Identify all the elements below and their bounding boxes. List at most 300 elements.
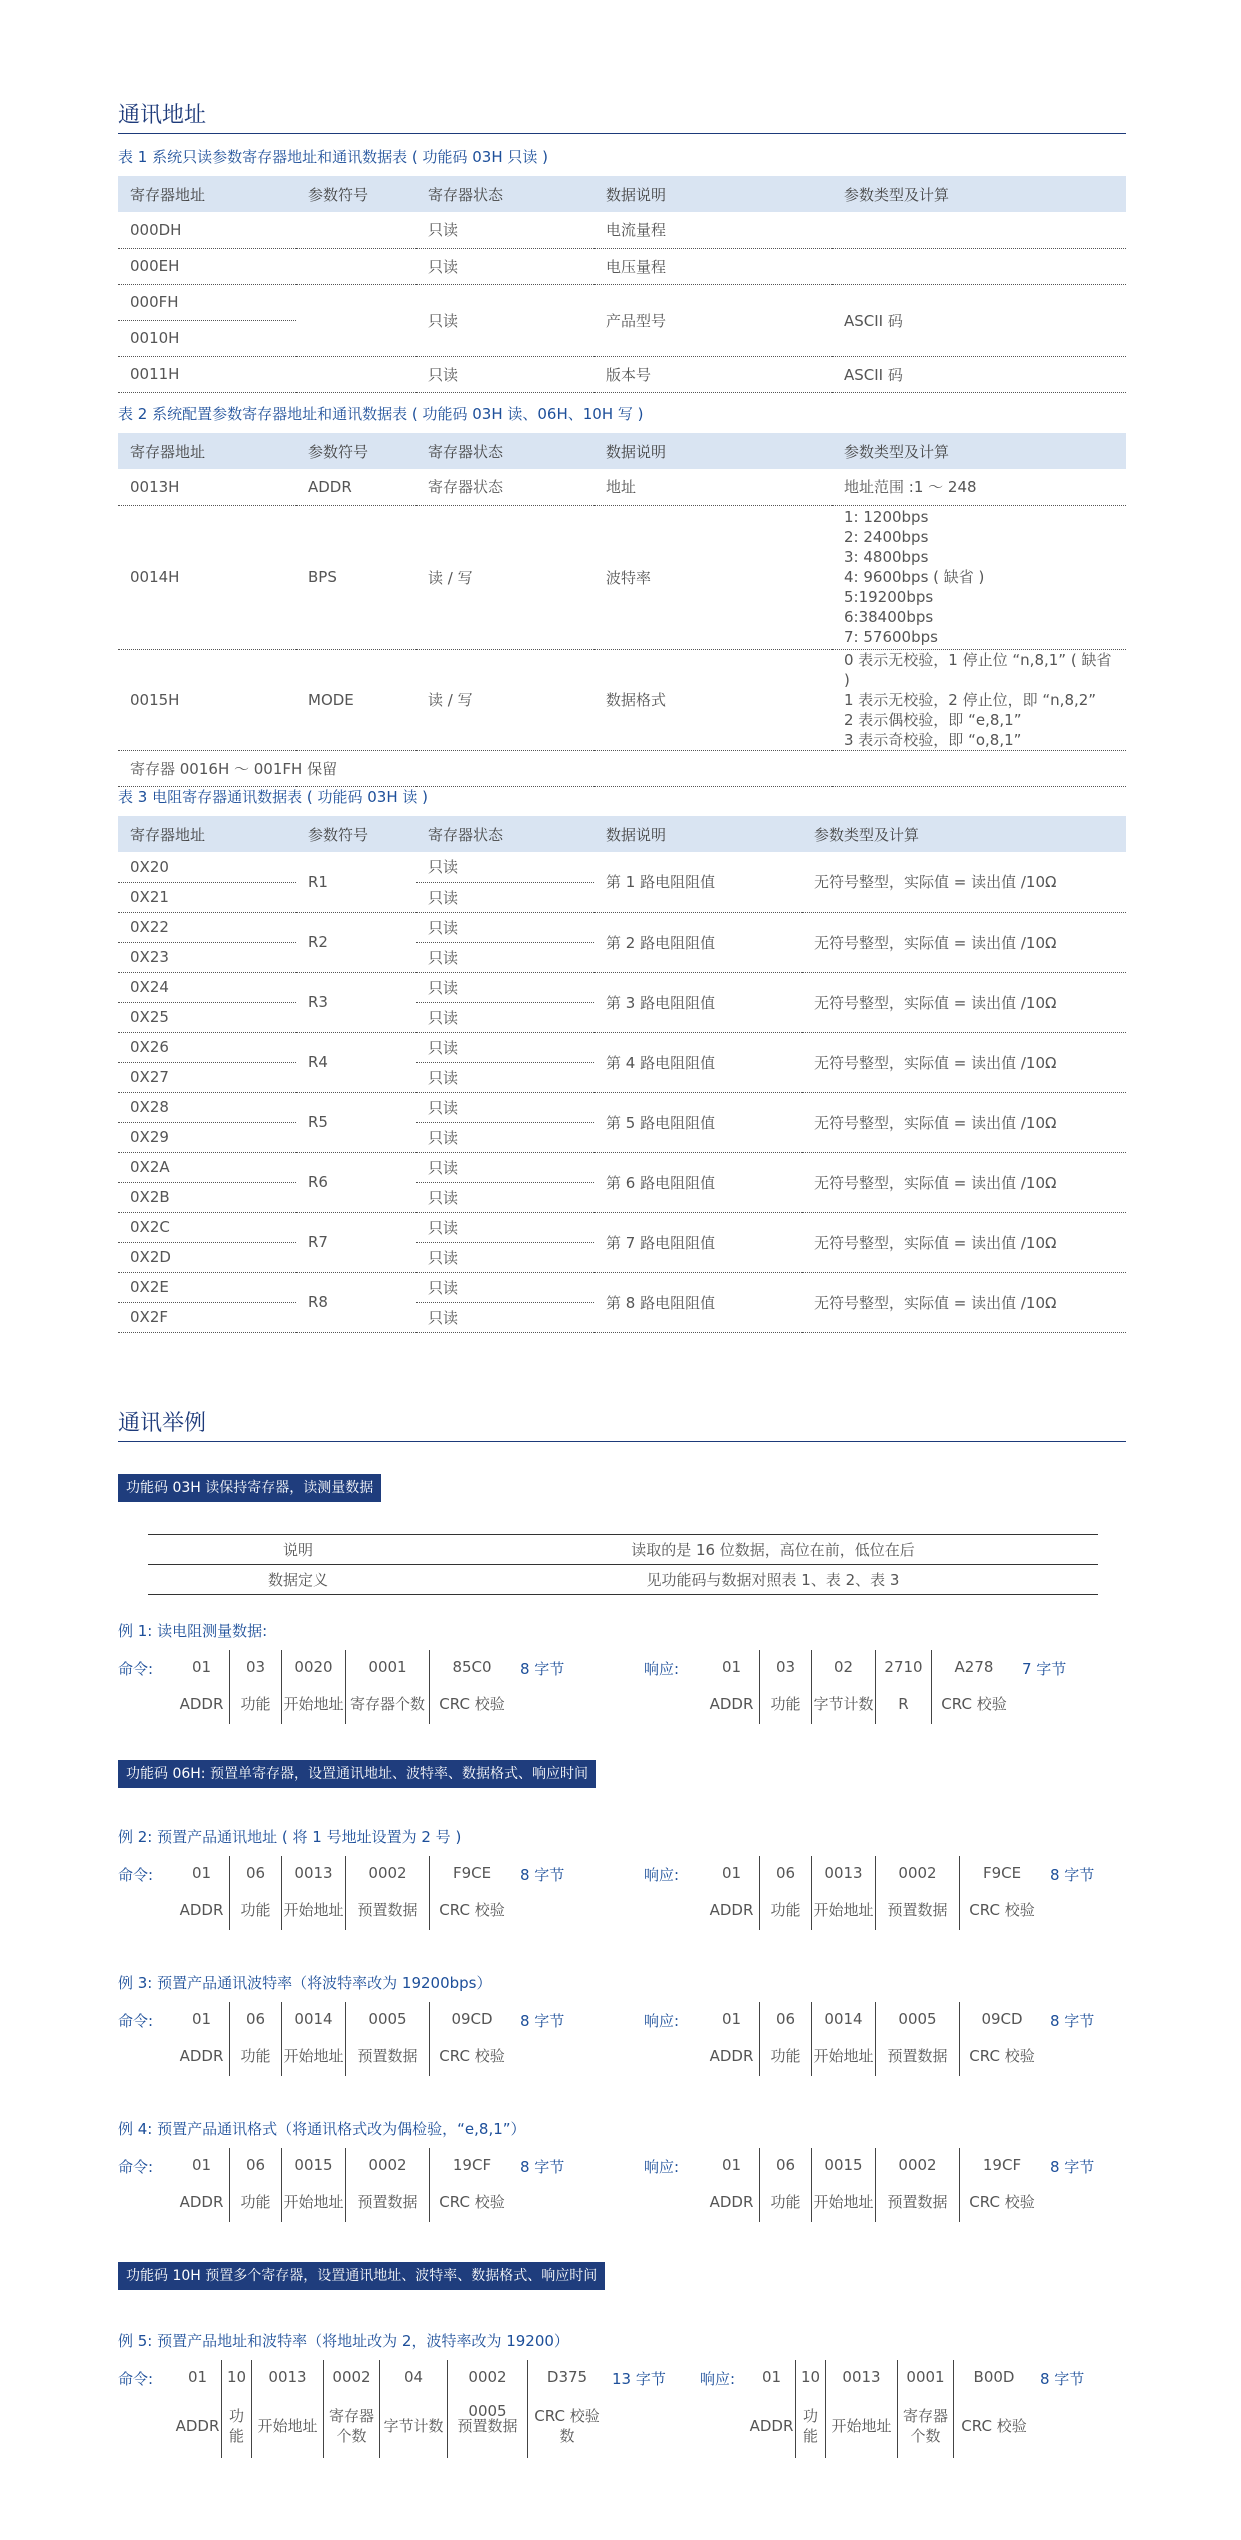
- cell: [296, 356, 416, 392]
- cell: 000EH: [118, 248, 296, 284]
- cmd-field-desc: ADDR: [174, 2394, 222, 2458]
- cmd-byte: 0020: [282, 1650, 346, 1684]
- resp-field-desc: ADDR: [704, 2182, 760, 2222]
- cell: 0X20: [118, 852, 296, 882]
- cell: 只读: [416, 1272, 594, 1302]
- resp-field-desc: CRC 校验: [969, 2047, 1035, 2065]
- resp-label: 响应:: [700, 2370, 736, 2388]
- cell: MODE: [296, 649, 416, 750]
- cmd-byte: 01: [174, 2360, 222, 2394]
- resp-field-desc: ADDR: [704, 1684, 760, 1724]
- cmd-byte-count: 8 字节: [520, 1866, 565, 1884]
- cell: 第 6 路电阻阻值: [594, 1152, 802, 1212]
- cell: 波特率: [594, 505, 832, 649]
- th: 寄存器状态: [416, 176, 594, 212]
- cell: R3: [296, 972, 416, 1032]
- resp-field-desc: ADDR: [704, 1890, 760, 1930]
- option: 3 表示奇校验，即 “o,8,1”: [844, 730, 1022, 749]
- cell: 电流量程: [594, 212, 832, 248]
- option: 4: 9600bps ( 缺省 ): [844, 568, 985, 586]
- cmd-desc-row: [174, 2036, 514, 2076]
- option: 1: 1200bps: [844, 508, 929, 526]
- table-row: [118, 212, 1126, 248]
- cell: 只读: [416, 1122, 594, 1152]
- cell: 无符号整型，实际值 = 读出值 /10Ω: [802, 1092, 1126, 1152]
- cmd-field-desc: CRC 校验数: [534, 2407, 600, 2445]
- resp-byte: B00D: [973, 2368, 1015, 2386]
- resp-field-desc: R: [876, 1684, 932, 1724]
- cell: 无符号整型，实际值 = 读出值 /10Ω: [802, 1152, 1126, 1212]
- cell: 000DH: [118, 212, 296, 248]
- resp-field-desc: 功能: [760, 1890, 812, 1930]
- table-row: [118, 1212, 1126, 1242]
- cmd-field-desc: 寄存器个数: [324, 2394, 380, 2458]
- table2: [118, 433, 1126, 787]
- cell: R7: [296, 1212, 416, 1272]
- cell: 只读: [416, 1242, 594, 1272]
- resp-byte: 0013: [812, 1856, 876, 1890]
- resp-field-desc: 功能: [760, 2036, 812, 2076]
- resp-byte-count: 8 字节: [1040, 2370, 1085, 2388]
- cmd-field-desc: 功能: [222, 2394, 252, 2458]
- cell: R1: [296, 852, 416, 912]
- resp-byte: 06: [760, 2148, 812, 2182]
- cell: R6: [296, 1152, 416, 1212]
- resp-byte: A278: [954, 1658, 994, 1676]
- cmd-byte: 09CD: [451, 2010, 493, 2028]
- cmd-byte: 06: [230, 2148, 282, 2182]
- resp-byte: 0014: [812, 2002, 876, 2036]
- table-row: [118, 505, 1126, 649]
- cell: 第 4 路电阻阻值: [594, 1032, 802, 1092]
- cmd-label: 命令:: [118, 1866, 154, 1884]
- cell: 0013H: [118, 469, 296, 505]
- cmd-label: 命令:: [118, 2158, 154, 2176]
- table1: [118, 176, 1126, 393]
- resp-bytes-row: [704, 1856, 1044, 1890]
- resp-byte: 10: [796, 2360, 826, 2394]
- cmd-desc-row: [174, 2394, 606, 2458]
- cmd-byte: 0013: [252, 2360, 324, 2394]
- cmd-byte-count: 13 字节: [612, 2370, 666, 2388]
- cmd-bytes-row: [174, 2148, 514, 2182]
- th: 寄存器状态: [416, 816, 594, 852]
- cmd-byte: 85C0: [452, 1658, 492, 1676]
- resp-byte-count: 7 字节: [1022, 1660, 1067, 1678]
- cell: 0014H: [118, 505, 296, 649]
- table2-header: [118, 433, 1126, 469]
- cmd-field-desc: 开始地址: [282, 1684, 346, 1724]
- option: 2: 2400bps: [844, 528, 929, 546]
- cmd-desc-row: [174, 2182, 514, 2222]
- table-row: [118, 248, 1126, 284]
- cmd-label: 命令:: [118, 2012, 154, 2030]
- cell: 只读: [416, 1032, 594, 1062]
- cell: 只读: [416, 356, 594, 392]
- cmd-byte: 01: [174, 2002, 230, 2036]
- resp-byte: 01: [748, 2360, 796, 2394]
- resp-byte-count: 8 字节: [1050, 1866, 1095, 1884]
- cmd-field-desc: 开始地址: [282, 2036, 346, 2076]
- resp-byte: 01: [704, 2148, 760, 2182]
- resp-field-desc: 寄存器个数: [898, 2394, 954, 2458]
- cmd-byte: 06: [230, 1856, 282, 1890]
- cell: 无符号整型，实际值 = 读出值 /10Ω: [802, 1272, 1126, 1332]
- cmd-byte: 0002: [346, 2148, 430, 2182]
- cmd-byte: 0002: [346, 1856, 430, 1890]
- resp-desc-row: [704, 1684, 1016, 1724]
- cmd-byte-count: 8 字节: [520, 2012, 565, 2030]
- table-row: [118, 852, 1126, 882]
- cmd-field-desc: CRC 校验: [439, 2047, 505, 2065]
- cell: [296, 212, 416, 248]
- cell: 0X21: [118, 882, 296, 912]
- cell-mode-options: [832, 649, 1126, 750]
- cmd-byte: 0013: [282, 1856, 346, 1890]
- resp-label: 响应:: [644, 2012, 680, 2030]
- cmd-byte: 01: [174, 1650, 230, 1684]
- cmd-field-desc: 功能: [230, 1684, 282, 1724]
- th: 参数类型及计算: [832, 433, 1126, 469]
- resp-field-desc: 预置数据: [876, 2036, 960, 2076]
- cmd-bytes-row: [174, 1650, 514, 1684]
- cmd-field-desc: ADDR: [174, 2036, 230, 2076]
- section-title-examples: 通讯举例: [118, 1406, 1126, 1442]
- description-table: [148, 1534, 1098, 1595]
- option: 1 表示无校验，2 停止位，即 “n,8,2”: [844, 690, 1097, 709]
- cell: 无符号整型，实际值 = 读出值 /10Ω: [802, 912, 1126, 972]
- table-row: [118, 1092, 1126, 1122]
- cmd-byte: 04: [380, 2360, 448, 2394]
- resp-field-desc: 预置数据: [876, 1890, 960, 1930]
- cell: 0X29: [118, 1122, 296, 1152]
- cmd-field-desc: 预置数据: [346, 2182, 430, 2222]
- cmd-field-desc: 开始地址: [282, 2182, 346, 2222]
- th: 寄存器状态: [416, 433, 594, 469]
- cmd-byte: 06: [230, 2002, 282, 2036]
- reserved-note: 寄存器 0016H ～ 001FH 保留: [118, 750, 1126, 786]
- th: 数据说明: [594, 176, 832, 212]
- cmd-byte: 0005: [346, 2002, 430, 2036]
- cmd-label: 命令:: [118, 2370, 154, 2388]
- cmd-field-desc: ADDR: [174, 1684, 230, 1724]
- cell: 0X2D: [118, 1242, 296, 1272]
- cell: [832, 212, 1126, 248]
- resp-byte: 19CF: [982, 2156, 1022, 2174]
- example3-title: 例 3: 预置产品通讯波特率（将波特率改为 19200bps）: [118, 1974, 492, 1992]
- resp-bytes-row: [748, 2360, 1034, 2394]
- cell: 只读: [416, 212, 594, 248]
- resp-byte: 0013: [826, 2360, 898, 2394]
- table1-caption: 表 1 系统只读参数寄存器地址和通讯数据表 ( 功能码 03H 只读 ): [118, 148, 548, 166]
- option: 7: 57600bps: [844, 628, 938, 646]
- cmd-byte: D375: [546, 2368, 588, 2386]
- th: 参数类型及计算: [832, 176, 1126, 212]
- th: 参数符号: [296, 433, 416, 469]
- resp-byte-count: 8 字节: [1050, 2012, 1095, 2030]
- cell: 0010H: [118, 320, 296, 356]
- table-row: [118, 1152, 1126, 1182]
- resp-byte: 01: [704, 1856, 760, 1890]
- cell: [832, 248, 1126, 284]
- example4-frame: [118, 2156, 1126, 2236]
- resp-desc-row: [704, 2182, 1044, 2222]
- resp-field-desc: 字节计数: [812, 1684, 876, 1724]
- example5-frame: [118, 2368, 1126, 2478]
- cell: 只读: [416, 972, 594, 1002]
- cell: 读 / 写: [416, 649, 594, 750]
- option: 3: 4800bps: [844, 548, 929, 566]
- table-row: [148, 1565, 1098, 1595]
- resp-field-desc: 功能: [796, 2394, 826, 2458]
- cmd-field-desc: 功能: [230, 1890, 282, 1930]
- cell: 见功能码与数据对照表 1、表 2、表 3: [646, 1571, 900, 1589]
- cell: ADDR: [296, 469, 416, 505]
- cell: 0X2F: [118, 1302, 296, 1332]
- cell: 电压量程: [594, 248, 832, 284]
- example4-title: 例 4: 预置产品通讯格式（将通讯格式改为偶检验，“e,8,1”）: [118, 2120, 526, 2138]
- cmd-byte: 19CF: [452, 2156, 492, 2174]
- cell: 无符号整型，实际值 = 读出值 /10Ω: [802, 1032, 1126, 1092]
- cmd-byte-count: 8 字节: [520, 2158, 565, 2176]
- resp-field-desc: 功能: [760, 2182, 812, 2222]
- cell: 000FH: [118, 284, 296, 320]
- cell: 只读: [416, 1152, 594, 1182]
- table3: [118, 816, 1126, 1333]
- cell: 只读: [416, 248, 594, 284]
- cmd-field-desc: 预置数据: [346, 1890, 430, 1930]
- cell: 只读: [416, 1182, 594, 1212]
- cell: 无符号整型，实际值 = 读出值 /10Ω: [802, 972, 1126, 1032]
- resp-field-desc: CRC 校验: [961, 2417, 1027, 2435]
- cell: 0011H: [118, 356, 296, 392]
- resp-byte: 0015: [812, 2148, 876, 2182]
- cmd-byte: 0001: [346, 1650, 430, 1684]
- resp-label: 响应:: [644, 1866, 680, 1884]
- table2-caption: 表 2 系统配置参数寄存器地址和通讯数据表 ( 功能码 03H 读、06H、10H 写 ): [118, 405, 644, 423]
- resp-byte: 06: [760, 1856, 812, 1890]
- table-row: [148, 1535, 1098, 1565]
- resp-byte: 06: [760, 2002, 812, 2036]
- resp-byte: 0002: [876, 2148, 960, 2182]
- table1-header: [118, 176, 1126, 212]
- example2-title: 例 2: 预置产品通讯地址 ( 将 1 号地址设置为 2 号 ): [118, 1828, 462, 1846]
- cell: 只读: [416, 1062, 594, 1092]
- resp-byte: 0005: [876, 2002, 960, 2036]
- resp-field-desc: CRC 校验: [969, 2193, 1035, 2211]
- th: 寄存器地址: [118, 433, 296, 469]
- cell: 第 7 路电阻阻值: [594, 1212, 802, 1272]
- resp-desc-row: [704, 2036, 1044, 2076]
- cmd-field-desc: CRC 校验: [439, 1695, 505, 1713]
- resp-field-desc: 预置数据: [876, 2182, 960, 2222]
- table-row: [118, 912, 1126, 942]
- resp-field-desc: CRC 校验: [941, 1695, 1007, 1713]
- cmd-byte: 03: [230, 1650, 282, 1684]
- banner-fc03: 功能码 03H 读保持寄存器，读测量数据: [118, 1474, 381, 1502]
- cell: 读取的是 16 位数据，高位在前，低位在后: [631, 1541, 915, 1559]
- table-row: [118, 649, 1126, 750]
- section-title-address: 通讯地址: [118, 98, 1126, 134]
- table-row: [118, 972, 1126, 1002]
- cmd-byte: 0015: [282, 2148, 346, 2182]
- resp-field-desc: 开始地址: [812, 2182, 876, 2222]
- resp-field-desc: ADDR: [748, 2394, 796, 2458]
- th: 数据说明: [594, 816, 802, 852]
- resp-field-desc: CRC 校验: [969, 1901, 1035, 1919]
- cell: 只读: [416, 284, 594, 356]
- cmd-byte: 0002 0005: [448, 2360, 528, 2394]
- cell: 第 2 路电阻阻值: [594, 912, 802, 972]
- cell: 只读: [416, 942, 594, 972]
- th: 参数符号: [296, 816, 416, 852]
- cmd-field-desc: ADDR: [174, 1890, 230, 1930]
- cmd-field-desc: 开始地址: [252, 2394, 324, 2458]
- cmd-byte: F9CE: [452, 1864, 492, 1882]
- cmd-byte: 01: [174, 1856, 230, 1890]
- cell: 0015H: [118, 649, 296, 750]
- cmd-field-desc: 预置数据: [448, 2394, 528, 2458]
- cell: 只读: [416, 852, 594, 882]
- cell: 0X25: [118, 1002, 296, 1032]
- cell: 只读: [416, 1092, 594, 1122]
- resp-bytes-row: [704, 2002, 1044, 2036]
- cell: 数据格式: [594, 649, 832, 750]
- table-row: [118, 356, 1126, 392]
- cmd-field-desc: ADDR: [174, 2182, 230, 2222]
- cell: 地址范围 :1 ～ 248: [832, 469, 1126, 505]
- cmd-field-desc: 功能: [230, 2182, 282, 2222]
- cmd-bytes-row: [174, 2002, 514, 2036]
- cell: 0X24: [118, 972, 296, 1002]
- cmd-byte: 01: [174, 2148, 230, 2182]
- table-row: [118, 469, 1126, 505]
- th: 参数符号: [296, 176, 416, 212]
- cell: 0X2C: [118, 1212, 296, 1242]
- cell: 0X23: [118, 942, 296, 972]
- resp-byte: 0001: [898, 2360, 954, 2394]
- resp-byte: 01: [704, 2002, 760, 2036]
- table3-caption: 表 3 电阻寄存器通讯数据表 ( 功能码 03H 读 ): [118, 788, 428, 806]
- cell: 寄存器状态: [416, 469, 594, 505]
- option: 5:19200bps: [844, 588, 934, 606]
- option: 2 表示偶校验，即 “e,8,1”: [844, 710, 1022, 729]
- resp-byte: 02: [812, 1650, 876, 1684]
- resp-field-desc: ADDR: [704, 2036, 760, 2076]
- cell: 版本号: [594, 356, 832, 392]
- resp-byte: 01: [704, 1650, 760, 1684]
- cell: R8: [296, 1272, 416, 1332]
- cmd-byte: 0014: [282, 2002, 346, 2036]
- cell: 第 5 路电阻阻值: [594, 1092, 802, 1152]
- cmd-byte-count: 8 字节: [520, 1660, 565, 1678]
- resp-bytes-row: [704, 2148, 1044, 2182]
- banner-fc06: 功能码 06H: 预置单寄存器，设置通讯地址、波特率、数据格式、响应时间: [118, 1760, 596, 1788]
- cell: 第 3 路电阻阻值: [594, 972, 802, 1032]
- th: 参数类型及计算: [802, 816, 1126, 852]
- cell: 地址: [594, 469, 832, 505]
- cell: 0X28: [118, 1092, 296, 1122]
- cell: 0X27: [118, 1062, 296, 1092]
- cmd-byte: 10: [222, 2360, 252, 2394]
- table-row: [118, 284, 1126, 320]
- cmd-desc-row: [174, 1890, 514, 1930]
- cell: 0X2B: [118, 1182, 296, 1212]
- table-row: [118, 750, 1126, 786]
- resp-field-desc: 开始地址: [812, 1890, 876, 1930]
- resp-byte: 09CD: [981, 2010, 1023, 2028]
- cell: 0X22: [118, 912, 296, 942]
- cmd-label: 命令:: [118, 1660, 154, 1678]
- cell-baud-options: [832, 505, 1126, 649]
- cmd-field-desc: 寄存器个数: [346, 1684, 430, 1724]
- cell: 只读: [416, 1212, 594, 1242]
- cell: 读 / 写: [416, 505, 594, 649]
- resp-label: 响应:: [644, 2158, 680, 2176]
- cell: R4: [296, 1032, 416, 1092]
- table3-header: [118, 816, 1126, 852]
- cell: 只读: [416, 882, 594, 912]
- cmd-field-desc: 字节计数: [380, 2394, 448, 2458]
- example1-frame: [118, 1658, 1126, 1738]
- th: 数据说明: [594, 433, 832, 469]
- example3-frame: [118, 2010, 1126, 2090]
- option: 6:38400bps: [844, 608, 934, 626]
- cell: 只读: [416, 912, 594, 942]
- cmd-bytes-row: [174, 1856, 514, 1890]
- cell: BPS: [296, 505, 416, 649]
- resp-byte: 0002: [876, 1856, 960, 1890]
- resp-desc-row: [748, 2394, 1034, 2458]
- cmd-bytes-row: [174, 2360, 606, 2420]
- cell: 无符号整型，实际值 = 读出值 /10Ω: [802, 1212, 1126, 1272]
- cmd-field-desc: 预置数据: [346, 2036, 430, 2076]
- cmd-field-desc: CRC 校验: [439, 2193, 505, 2211]
- cmd-field-desc: 功能: [230, 2036, 282, 2076]
- cell: 产品型号: [594, 284, 832, 356]
- cmd-field-desc: 开始地址: [282, 1890, 346, 1930]
- cmd-desc-row: [174, 1684, 514, 1724]
- example1-title: 例 1: 读电阻测量数据:: [118, 1622, 268, 1640]
- cell: [296, 284, 416, 356]
- cell: 第 1 路电阻阻值: [594, 852, 802, 912]
- resp-label: 响应:: [644, 1660, 680, 1678]
- cell: 0X2A: [118, 1152, 296, 1182]
- resp-byte: F9CE: [982, 1864, 1022, 1882]
- cmd-byte: 0002: [324, 2360, 380, 2394]
- resp-byte-count: 8 字节: [1050, 2158, 1095, 2176]
- cell: [296, 248, 416, 284]
- th: 寄存器地址: [118, 816, 296, 852]
- resp-desc-row: [704, 1890, 1044, 1930]
- resp-bytes-row: [704, 1650, 1016, 1684]
- option: 0 表示无校验，1 停止位 “n,8,1” ( 缺省 ): [844, 650, 1112, 689]
- cell: 只读: [416, 1002, 594, 1032]
- cell: 0X2E: [118, 1272, 296, 1302]
- table-row: [118, 1272, 1126, 1302]
- resp-byte: 03: [760, 1650, 812, 1684]
- cell: 第 8 路电阻阻值: [594, 1272, 802, 1332]
- th: 寄存器地址: [118, 176, 296, 212]
- cell: 0X26: [118, 1032, 296, 1062]
- cell: ASCII 码: [832, 356, 1126, 392]
- cell: 无符号整型，实际值 = 读出值 /10Ω: [802, 852, 1126, 912]
- cmd-field-desc: CRC 校验: [439, 1901, 505, 1919]
- resp-field-desc: 功能: [760, 1684, 812, 1724]
- table-row: [118, 1032, 1126, 1062]
- cell: R5: [296, 1092, 416, 1152]
- cell: 数据定义: [267, 1571, 328, 1589]
